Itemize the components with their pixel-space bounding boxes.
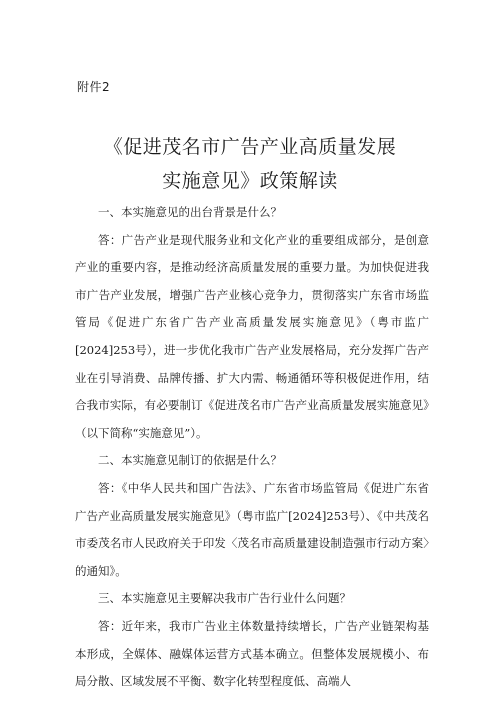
section-2-question: 二、本实施意见制订的依据是什么？	[98, 453, 282, 468]
section-3-question: 三、本实施意见主要解决我市广告行业什么问题？	[98, 591, 351, 606]
document-title-line-2: 实施意见》政策解读	[162, 170, 338, 192]
document-body	[75, 199, 429, 696]
section-3-answer: 答：近年来，我市广告业主体数量持续增长，广告产业链架构基本形成，全媒体、融媒体运营方式基本确立。但整体发展规模小、布局分散、区域发展不平衡、数字化转型程度低、高端人	[75, 618, 429, 689]
section-1-question: 一、本实施意见的出台背景是什么？	[98, 205, 282, 219]
document-title-line-1: 《促进茂名市广告产业高质量发展	[103, 136, 397, 158]
attachment-label: 附件2	[77, 80, 111, 94]
section-2-answer: 答：《中华人民共和国广告法》、广东省市场监管局《促进广东省广告产业高质量发展实施意见》（粤市监广[2024]253号）、《中共茂名市委茂名市人民政府关于印发〈茂名市高质量建设制造强市行动方案〉的通知》。	[75, 480, 429, 578]
section-1-answer: 答：广告产业是现代服务业和文化产业的重要组成部分，是创意产业的重要内容，是推动经济高质量发展的重要力量。为加快促进我市广告产业发展，增强广告产业核心竞争力，贯彻落实广东省市场监管局《促进广东省广告产业高质量发展实施意见》（粤市监广[2024]253号），进一步优化我市广告产业发展格局，充分发挥广告产业在引导消费、品牌传播、扩大内需、畅通循环等积极促进作用，结合我市实际，有必要制订《促进茂名市广告产业高质量发展实施意见》（以下简称“实施意见”）。	[75, 232, 429, 440]
